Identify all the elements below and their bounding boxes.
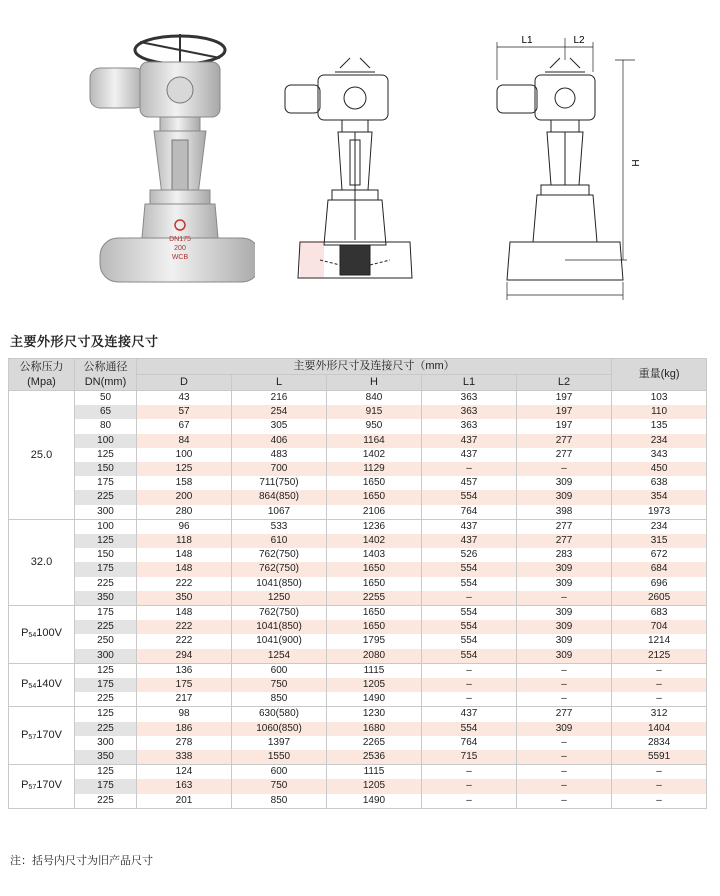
value-cell: 1060(850) (232, 722, 327, 736)
value-cell: 309 (517, 577, 612, 591)
value-cell: 222 (137, 634, 232, 648)
dn-cell: 50 (75, 391, 137, 406)
pressure-cell: P57170V (9, 707, 75, 765)
value-cell: 450 (612, 462, 707, 476)
value-cell: 1205 (327, 779, 422, 793)
table-row (9, 419, 707, 433)
value-cell: 2106 (327, 505, 422, 520)
table-row (9, 548, 707, 562)
table-row (9, 722, 707, 736)
value-cell: 1650 (327, 606, 422, 621)
value-cell: 175 (137, 678, 232, 692)
value-cell: – (517, 591, 612, 606)
value-cell: 600 (232, 663, 327, 678)
dn-cell: 175 (75, 606, 137, 621)
value-cell: 67 (137, 419, 232, 433)
table-row (9, 620, 707, 634)
value-cell: 280 (137, 505, 232, 520)
value-cell: 1041(850) (232, 620, 327, 634)
value-cell: – (422, 779, 517, 793)
value-cell: 1402 (327, 534, 422, 548)
header-h: H (327, 375, 422, 391)
value-cell: 1250 (232, 591, 327, 606)
value-cell: 684 (612, 562, 707, 576)
value-cell: – (517, 779, 612, 793)
dimension-table (8, 358, 707, 809)
header-l: L (232, 375, 327, 391)
table-row (9, 391, 707, 406)
value-cell: – (612, 779, 707, 793)
value-cell: 1490 (327, 794, 422, 809)
header-pressure: 公称压力 (Mpa) (9, 359, 75, 391)
value-cell: 1067 (232, 505, 327, 520)
value-cell: 437 (422, 519, 517, 534)
value-cell: 554 (422, 577, 517, 591)
table-row (9, 649, 707, 664)
value-cell: 2255 (327, 591, 422, 606)
dimension-label-l2: L2 (573, 35, 585, 46)
value-cell: 1680 (327, 722, 422, 736)
value-cell: 1650 (327, 620, 422, 634)
dimension-label-l1: L1 (521, 35, 533, 46)
value-cell: 1402 (327, 448, 422, 462)
dn-cell: 175 (75, 562, 137, 576)
value-cell: 2125 (612, 649, 707, 664)
value-cell: 554 (422, 634, 517, 648)
value-cell: 43 (137, 391, 232, 406)
value-cell: 135 (612, 419, 707, 433)
table-row (9, 448, 707, 462)
photo-marking-size: DN175 (169, 236, 191, 243)
value-cell: – (517, 692, 612, 707)
value-cell: 1214 (612, 634, 707, 648)
dn-cell: 80 (75, 419, 137, 433)
value-cell: – (422, 692, 517, 707)
value-cell: 554 (422, 606, 517, 621)
value-cell: 610 (232, 534, 327, 548)
value-cell: 1115 (327, 765, 422, 780)
value-cell: – (517, 663, 612, 678)
valve-photo (80, 20, 255, 300)
value-cell: 2080 (327, 649, 422, 664)
value-cell: 437 (422, 534, 517, 548)
value-cell: 630(580) (232, 707, 327, 722)
table-row (9, 765, 707, 780)
pressure-cell: P57170V (9, 765, 75, 809)
value-cell: 216 (232, 391, 327, 406)
value-cell: – (612, 678, 707, 692)
value-cell: 350 (137, 591, 232, 606)
table-row (9, 462, 707, 476)
value-cell: 554 (422, 722, 517, 736)
value-cell: 764 (422, 505, 517, 520)
value-cell: – (517, 736, 612, 750)
value-cell: 1230 (327, 707, 422, 722)
value-cell: 186 (137, 722, 232, 736)
value-cell: 1397 (232, 736, 327, 750)
value-cell: 309 (517, 634, 612, 648)
value-cell: 406 (232, 434, 327, 448)
value-cell: – (422, 663, 517, 678)
table-row (9, 750, 707, 765)
value-cell: 1236 (327, 519, 422, 534)
value-cell: – (422, 765, 517, 780)
table-row (9, 405, 707, 419)
header-weight: 重量(kg) (612, 359, 707, 391)
dn-cell: 300 (75, 505, 137, 520)
value-cell: 363 (422, 405, 517, 419)
value-cell: 762(750) (232, 562, 327, 576)
dn-cell: 100 (75, 434, 137, 448)
dn-cell: 300 (75, 649, 137, 664)
table-row (9, 678, 707, 692)
value-cell: 683 (612, 606, 707, 621)
value-cell: 554 (422, 649, 517, 664)
value-cell: 148 (137, 548, 232, 562)
table-row (9, 519, 707, 534)
value-cell: – (422, 678, 517, 692)
value-cell: – (612, 794, 707, 809)
dn-cell: 350 (75, 591, 137, 606)
value-cell: – (612, 663, 707, 678)
table-row (9, 534, 707, 548)
value-cell: 277 (517, 448, 612, 462)
table-row (9, 434, 707, 448)
value-cell: 234 (612, 519, 707, 534)
value-cell: 312 (612, 707, 707, 722)
value-cell: 1205 (327, 678, 422, 692)
dn-cell: 225 (75, 692, 137, 707)
value-cell: 1404 (612, 722, 707, 736)
valve-outline-drawing (485, 20, 645, 305)
value-cell: 309 (517, 490, 612, 504)
table-row (9, 707, 707, 722)
value-cell: 483 (232, 448, 327, 462)
table-row (9, 779, 707, 793)
value-cell: 700 (232, 462, 327, 476)
dn-cell: 125 (75, 765, 137, 780)
table-row (9, 505, 707, 520)
value-cell: 309 (517, 606, 612, 621)
value-cell: 1254 (232, 649, 327, 664)
table-row (9, 606, 707, 621)
value-cell: 850 (232, 794, 327, 809)
value-cell: 762(750) (232, 548, 327, 562)
value-cell: 750 (232, 678, 327, 692)
value-cell: 457 (422, 476, 517, 490)
value-cell: 234 (612, 434, 707, 448)
dn-cell: 225 (75, 620, 137, 634)
photo-marking-material: WCB (171, 254, 189, 261)
value-cell: 98 (137, 707, 232, 722)
value-cell: 124 (137, 765, 232, 780)
value-cell: 5591 (612, 750, 707, 765)
value-cell: 696 (612, 577, 707, 591)
value-cell: 100 (137, 448, 232, 462)
value-cell: 136 (137, 663, 232, 678)
value-cell: 1973 (612, 505, 707, 520)
dn-cell: 125 (75, 534, 137, 548)
table-row (9, 736, 707, 750)
photo-marking-pressure: 200 (174, 245, 186, 252)
value-cell: 57 (137, 405, 232, 419)
value-cell: – (517, 765, 612, 780)
value-cell: 2536 (327, 750, 422, 765)
value-cell: 533 (232, 519, 327, 534)
dn-cell: 125 (75, 448, 137, 462)
value-cell: 110 (612, 405, 707, 419)
dn-cell: 225 (75, 490, 137, 504)
value-cell: – (422, 462, 517, 476)
value-cell: 554 (422, 490, 517, 504)
value-cell: 437 (422, 448, 517, 462)
value-cell: 294 (137, 649, 232, 664)
value-cell: – (517, 462, 612, 476)
value-cell: 600 (232, 765, 327, 780)
table-row (9, 577, 707, 591)
value-cell: – (517, 794, 612, 809)
value-cell: 363 (422, 391, 517, 406)
value-cell: 96 (137, 519, 232, 534)
value-cell: – (517, 678, 612, 692)
value-cell: 363 (422, 419, 517, 433)
value-cell: 1650 (327, 476, 422, 490)
value-cell: 526 (422, 548, 517, 562)
value-cell: 277 (517, 534, 612, 548)
header-l1: L1 (422, 375, 517, 391)
value-cell: 354 (612, 490, 707, 504)
value-cell: 840 (327, 391, 422, 406)
value-cell: 1041(850) (232, 577, 327, 591)
value-cell: 309 (517, 562, 612, 576)
footnote: 注：括号内尺寸为旧产品尺寸 (10, 855, 153, 867)
dn-cell: 250 (75, 634, 137, 648)
value-cell: 1650 (327, 562, 422, 576)
value-cell: 163 (137, 779, 232, 793)
value-cell: 711(750) (232, 476, 327, 490)
value-cell: 764 (422, 736, 517, 750)
value-cell: 278 (137, 736, 232, 750)
value-cell: 1795 (327, 634, 422, 648)
value-cell: 222 (137, 620, 232, 634)
pressure-cell: 32.0 (9, 519, 75, 605)
dn-cell: 150 (75, 548, 137, 562)
header-l2: L2 (517, 375, 612, 391)
value-cell: 148 (137, 606, 232, 621)
header-d: D (137, 375, 232, 391)
dn-cell: 175 (75, 476, 137, 490)
value-cell: 672 (612, 548, 707, 562)
value-cell: 283 (517, 548, 612, 562)
dn-cell: 225 (75, 722, 137, 736)
pressure-cell: P54100V (9, 606, 75, 664)
dimension-label-h: H (629, 159, 640, 167)
value-cell: 197 (517, 419, 612, 433)
value-cell: 1403 (327, 548, 422, 562)
table-row (9, 490, 707, 504)
value-cell: 309 (517, 476, 612, 490)
valve-section-drawing (280, 20, 425, 300)
value-cell: 1650 (327, 490, 422, 504)
value-cell: 277 (517, 434, 612, 448)
value-cell: 277 (517, 519, 612, 534)
value-cell: 309 (517, 722, 612, 736)
section-title: 主要外形尺寸及连接尺寸 (10, 334, 159, 349)
value-cell: 950 (327, 419, 422, 433)
value-cell: 118 (137, 534, 232, 548)
value-cell: 277 (517, 707, 612, 722)
value-cell: 84 (137, 434, 232, 448)
dn-cell: 225 (75, 577, 137, 591)
value-cell: 343 (612, 448, 707, 462)
dn-cell: 100 (75, 519, 137, 534)
value-cell: 554 (422, 620, 517, 634)
dn-cell: 125 (75, 707, 137, 722)
value-cell: 197 (517, 405, 612, 419)
header-dims-group: 主要外形尺寸及连接尺寸（mm） (137, 359, 612, 375)
value-cell: 2834 (612, 736, 707, 750)
value-cell: – (517, 750, 612, 765)
value-cell: – (422, 794, 517, 809)
value-cell: 554 (422, 562, 517, 576)
value-cell: 1129 (327, 462, 422, 476)
pressure-cell: 25.0 (9, 391, 75, 520)
value-cell: 103 (612, 391, 707, 406)
table-row (9, 634, 707, 648)
table-row (9, 591, 707, 606)
value-cell: 197 (517, 391, 612, 406)
dn-cell: 175 (75, 779, 137, 793)
value-cell: 1490 (327, 692, 422, 707)
value-cell: 338 (137, 750, 232, 765)
dn-cell: 65 (75, 405, 137, 419)
table-row (9, 692, 707, 707)
value-cell: – (612, 765, 707, 780)
table-row (9, 562, 707, 576)
value-cell: 2265 (327, 736, 422, 750)
dn-cell: 125 (75, 663, 137, 678)
value-cell: 1041(900) (232, 634, 327, 648)
value-cell: 200 (137, 490, 232, 504)
value-cell: 715 (422, 750, 517, 765)
value-cell: 750 (232, 779, 327, 793)
dn-cell: 300 (75, 736, 137, 750)
pressure-cell: P54140V (9, 663, 75, 707)
value-cell: 1164 (327, 434, 422, 448)
value-cell: 201 (137, 794, 232, 809)
value-cell: 148 (137, 562, 232, 576)
value-cell: 158 (137, 476, 232, 490)
header-dn: 公称通径 DN(mm) (75, 359, 137, 391)
value-cell: 1650 (327, 577, 422, 591)
product-figures (0, 0, 720, 320)
value-cell: 125 (137, 462, 232, 476)
value-cell: – (422, 591, 517, 606)
dn-cell: 175 (75, 678, 137, 692)
value-cell: 437 (422, 434, 517, 448)
value-cell: 704 (612, 620, 707, 634)
value-cell: 850 (232, 692, 327, 707)
table-row (9, 794, 707, 809)
dn-cell: 350 (75, 750, 137, 765)
value-cell: 1550 (232, 750, 327, 765)
value-cell: 638 (612, 476, 707, 490)
value-cell: 254 (232, 405, 327, 419)
value-cell: 762(750) (232, 606, 327, 621)
value-cell: 309 (517, 649, 612, 664)
value-cell: 864(850) (232, 490, 327, 504)
value-cell: 309 (517, 620, 612, 634)
value-cell: 915 (327, 405, 422, 419)
value-cell: 437 (422, 707, 517, 722)
value-cell: 222 (137, 577, 232, 591)
value-cell: 1115 (327, 663, 422, 678)
table-row (9, 476, 707, 490)
value-cell: 217 (137, 692, 232, 707)
value-cell: 398 (517, 505, 612, 520)
value-cell: – (612, 692, 707, 707)
value-cell: 2605 (612, 591, 707, 606)
value-cell: 315 (612, 534, 707, 548)
dn-cell: 150 (75, 462, 137, 476)
value-cell: 305 (232, 419, 327, 433)
table-row (9, 663, 707, 678)
dn-cell: 225 (75, 794, 137, 809)
